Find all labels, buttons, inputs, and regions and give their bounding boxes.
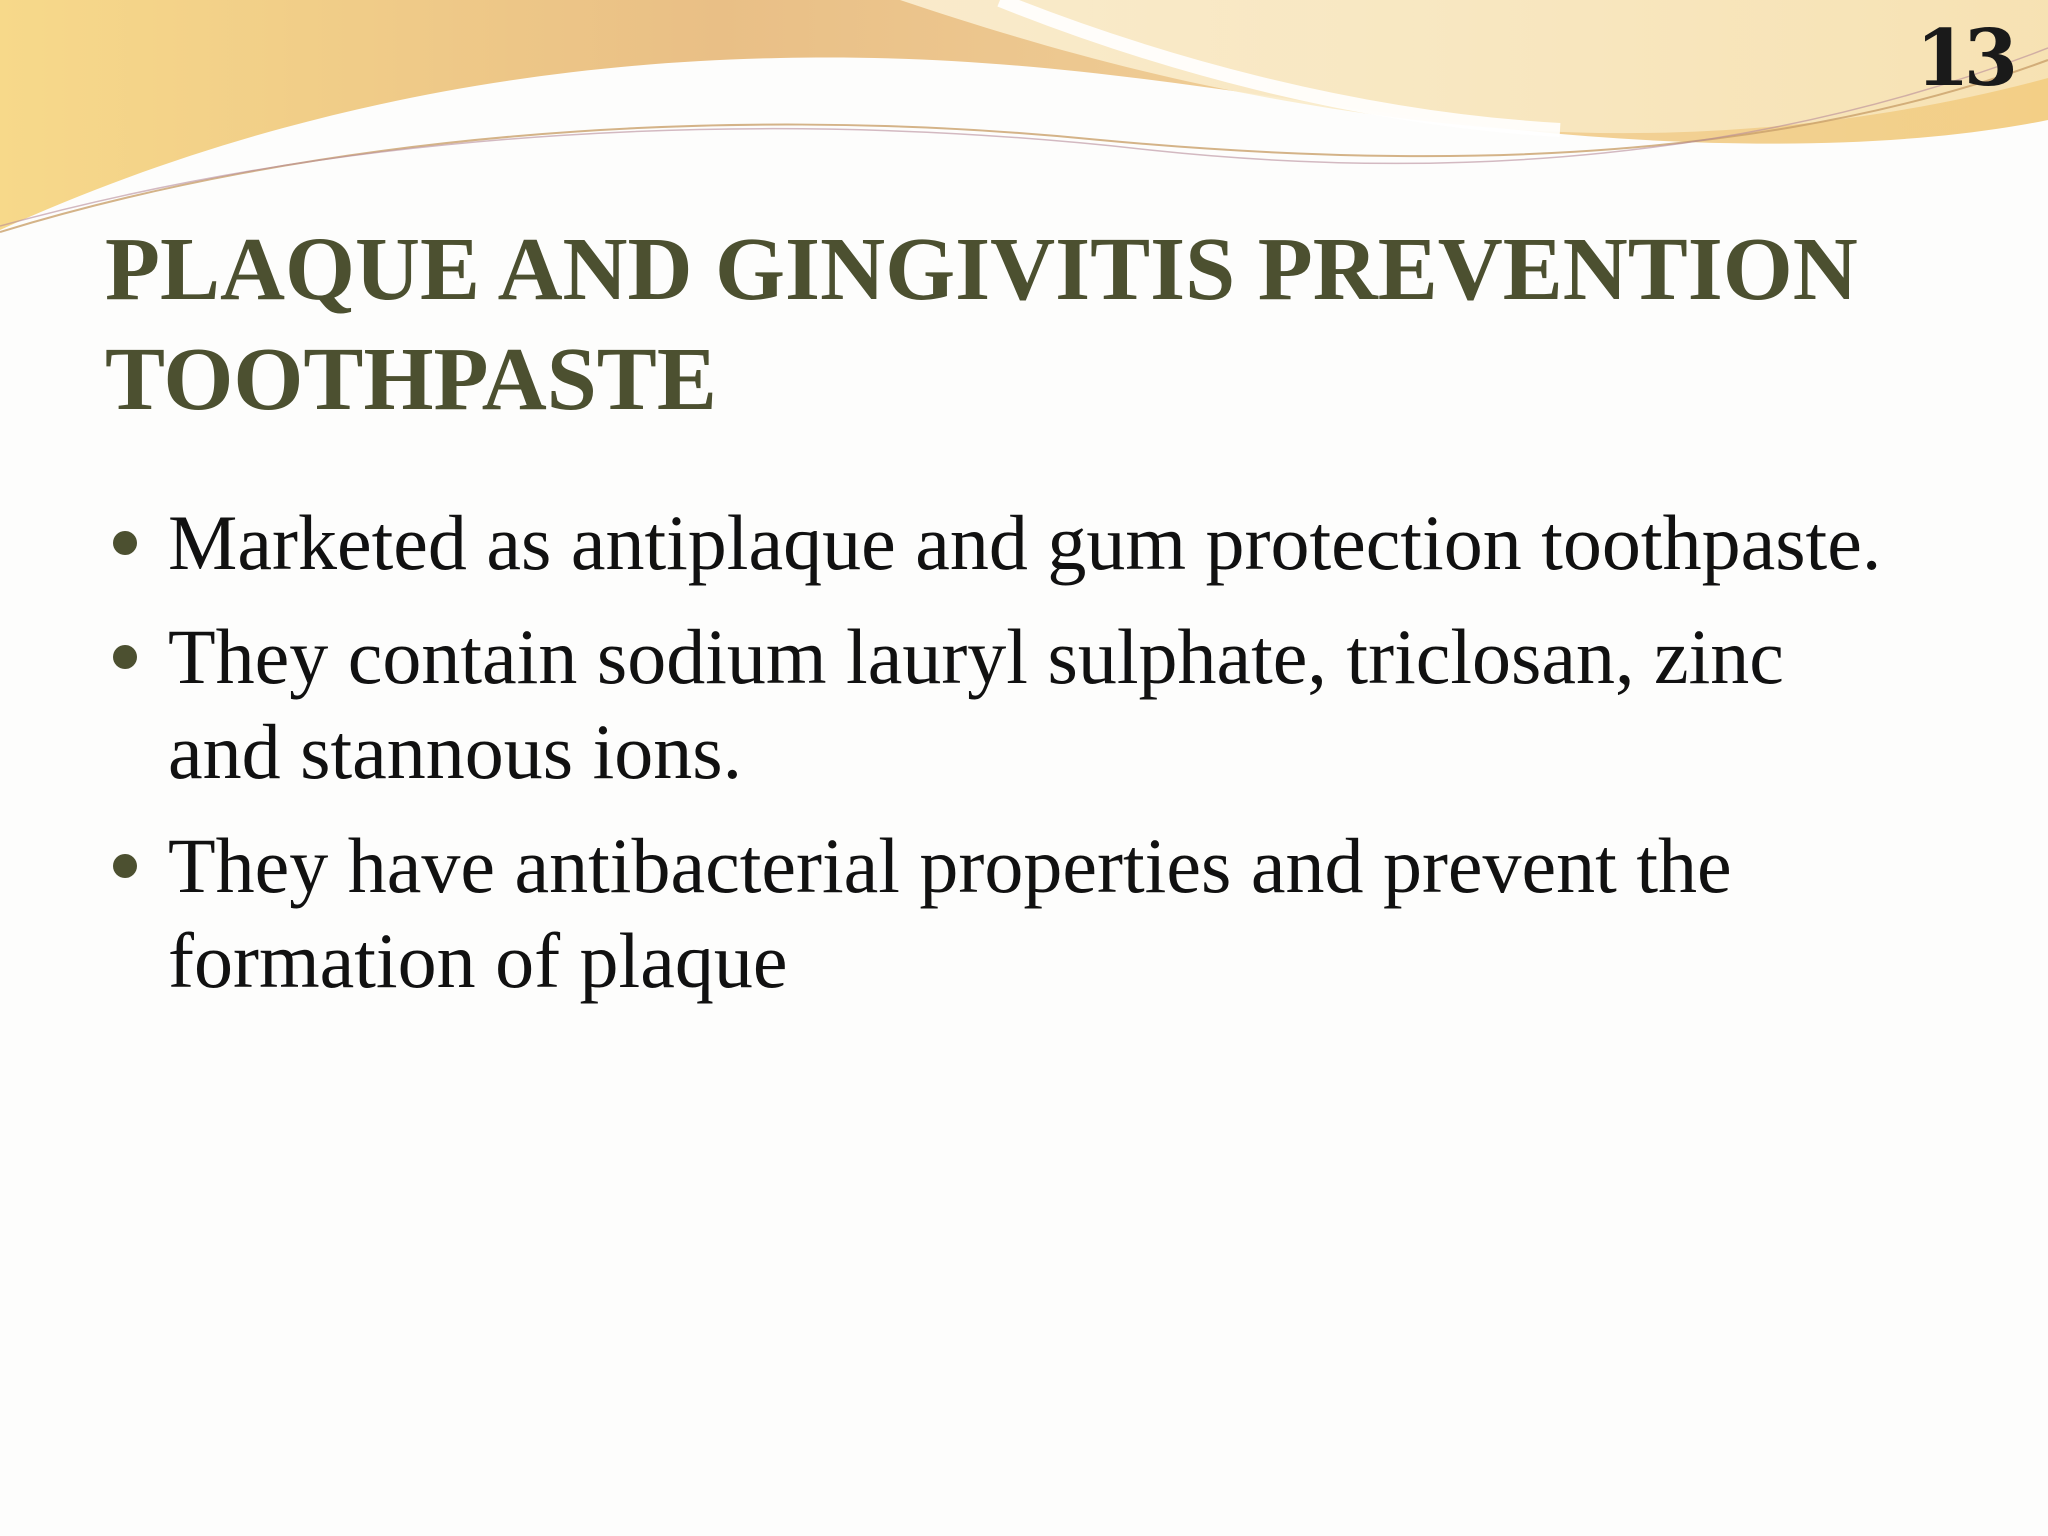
bullet-item bbox=[105, 495, 1885, 590]
bullet-icon bbox=[113, 531, 137, 555]
slide-title: PLAQUE AND GINGIVITIS PREVENTION TOOTHPASTE bbox=[105, 220, 1858, 429]
bullet-list bbox=[105, 495, 1885, 1027]
slide-number: 13 bbox=[1915, 13, 2012, 104]
bullet-text: Marketed as antiplaque and gum protection toothpaste. bbox=[168, 499, 1882, 586]
bullet-text: They contain sodium lauryl sulphate, triclosan, zinc and stannous ions. bbox=[168, 613, 1784, 795]
bullet-item bbox=[105, 818, 1885, 1008]
bullet-icon bbox=[113, 854, 137, 878]
bullet-item bbox=[105, 609, 1885, 799]
bullet-text: They have antibacterial properties and prevent the formation of plaque bbox=[168, 822, 1732, 1004]
bullet-icon bbox=[113, 645, 137, 669]
header-wave-decoration bbox=[0, 0, 2048, 240]
